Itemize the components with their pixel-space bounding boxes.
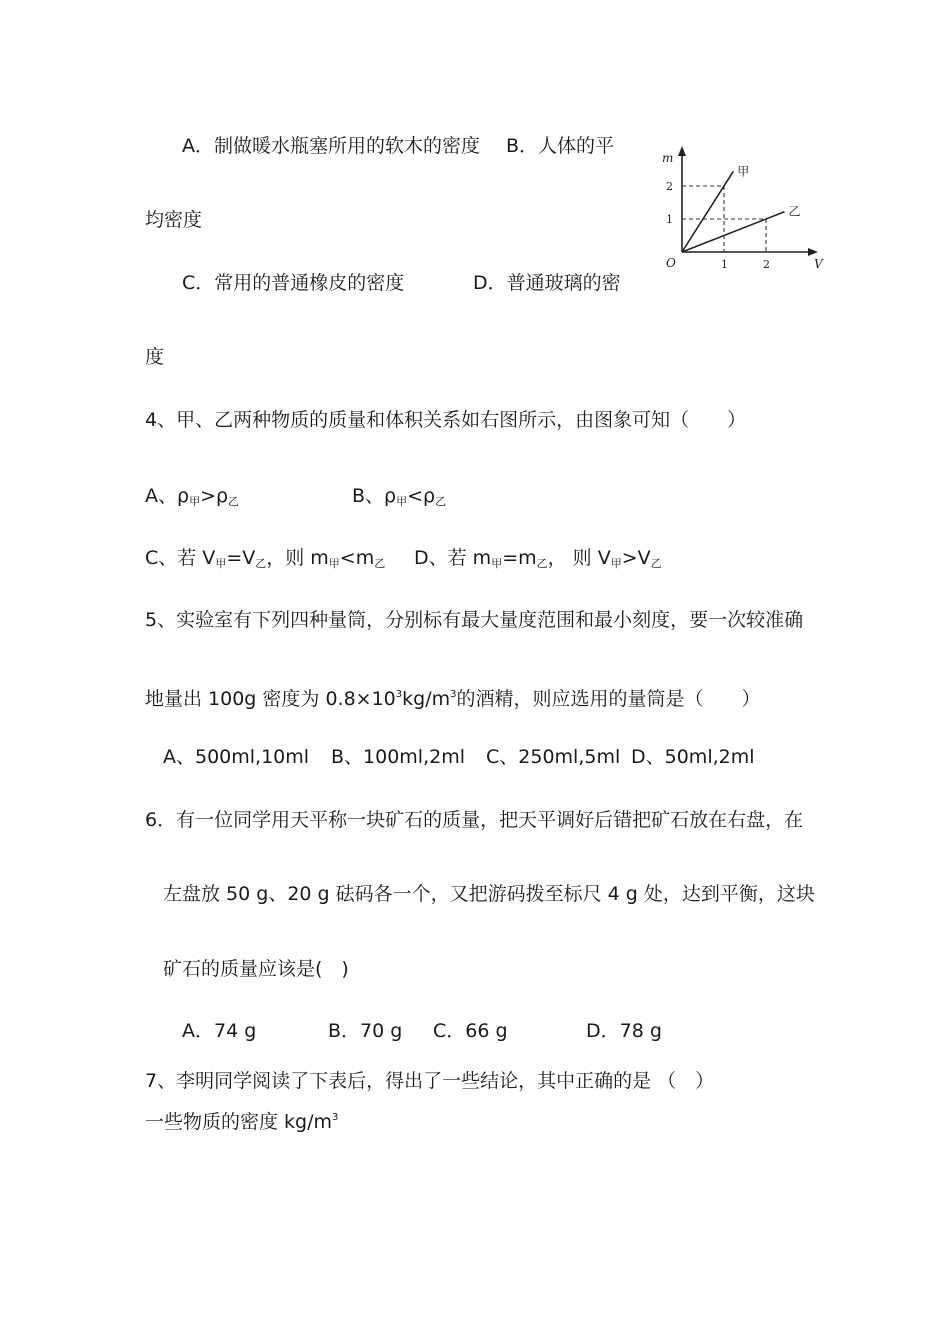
q5-option-c: C、250ml,5ml [486, 746, 621, 768]
x-tick-label-2: 2 [763, 258, 770, 271]
origin-label: O [666, 256, 676, 270]
y-tick-label-2: 1 [666, 213, 673, 226]
series-label-2: 乙 [788, 204, 801, 219]
x-axis-arrow [808, 248, 818, 256]
q6-option-b: B．70 g [328, 1020, 403, 1042]
mass-volume-graph [650, 140, 830, 275]
q5-option-a: A、500ml,10ml [163, 746, 310, 768]
q6-stem-line1: 6．有一位同学用天平称一块矿石的质量，把天平调好后错把矿石放在右盘，在 [145, 809, 804, 831]
graph-lines [682, 164, 800, 252]
q6-option-c: C．66 g [433, 1020, 508, 1042]
q6-stem-line3: 矿石的质量应该是( ) [163, 958, 349, 980]
x-tick-label-1: 1 [721, 258, 728, 271]
q7-table-title: 一些物质的密度 $kg/m^3$ [145, 1111, 339, 1133]
q5-stem-line2: 地量出 100g 密度为 $0.8\times 10^3kg/m^3$的酒精，则应选用的量筒是（ ） [145, 688, 761, 710]
q5-option-b: B、100ml,2ml [331, 746, 466, 768]
q3-option-c: C．常用的普通橡皮的密度 [182, 272, 405, 294]
q3-option-d-cont: 度 [145, 346, 165, 368]
x-axis-label: V [814, 257, 823, 271]
series-line-2 [682, 212, 784, 252]
y-axis-label: m [662, 151, 674, 165]
q4-option-c: C、若 $V_甲=V_乙$，则 $m_甲<m_乙$ [145, 547, 386, 570]
q6-stem-line2: 左盘放 50 g、20 g 砝码各一个，又把游码拨至标尺 4 g 处，达到平衡，这块 [163, 883, 815, 905]
q7-stem: 7、李明同学阅读了下表后，得出了一些结论，其中正确的是 （ ） [145, 1070, 715, 1092]
q6-option-a: A．74 g [182, 1020, 257, 1042]
series-label-1: 甲 [737, 164, 750, 179]
series-line-1 [682, 171, 733, 252]
q5-stem-line1: 5、实验室有下列四种量筒，分别标有最大量度范围和最小刻度，要一次较准确 [145, 609, 804, 631]
q3-option-b: B．人体的平 [506, 135, 615, 157]
q4-option-d: D、若 $m_甲=m_乙$， 则 $V_甲>V_乙$ [414, 547, 662, 570]
y-axis-arrow [678, 146, 686, 156]
q3-option-d: D．普通玻璃的密 [473, 272, 621, 294]
q3-option-a: A．制做暖水瓶塞所用的软木的密度 [182, 135, 480, 157]
q3-option-b-cont: 均密度 [145, 209, 203, 231]
q4-option-b: B、$\rho_甲<\rho_乙$ [352, 485, 447, 508]
q6-option-d: D．78 g [586, 1020, 662, 1042]
q4-option-a: A、$\rho_甲>\rho_乙$ [145, 485, 240, 508]
graph-guides [682, 186, 766, 252]
y-tick-label-1: 2 [666, 180, 673, 193]
q4-stem: 4、甲、乙两种物质的质量和体积关系如右图所示，由图象可知（ ） [145, 409, 747, 431]
q5-option-d: D、50ml,2ml [631, 746, 755, 768]
